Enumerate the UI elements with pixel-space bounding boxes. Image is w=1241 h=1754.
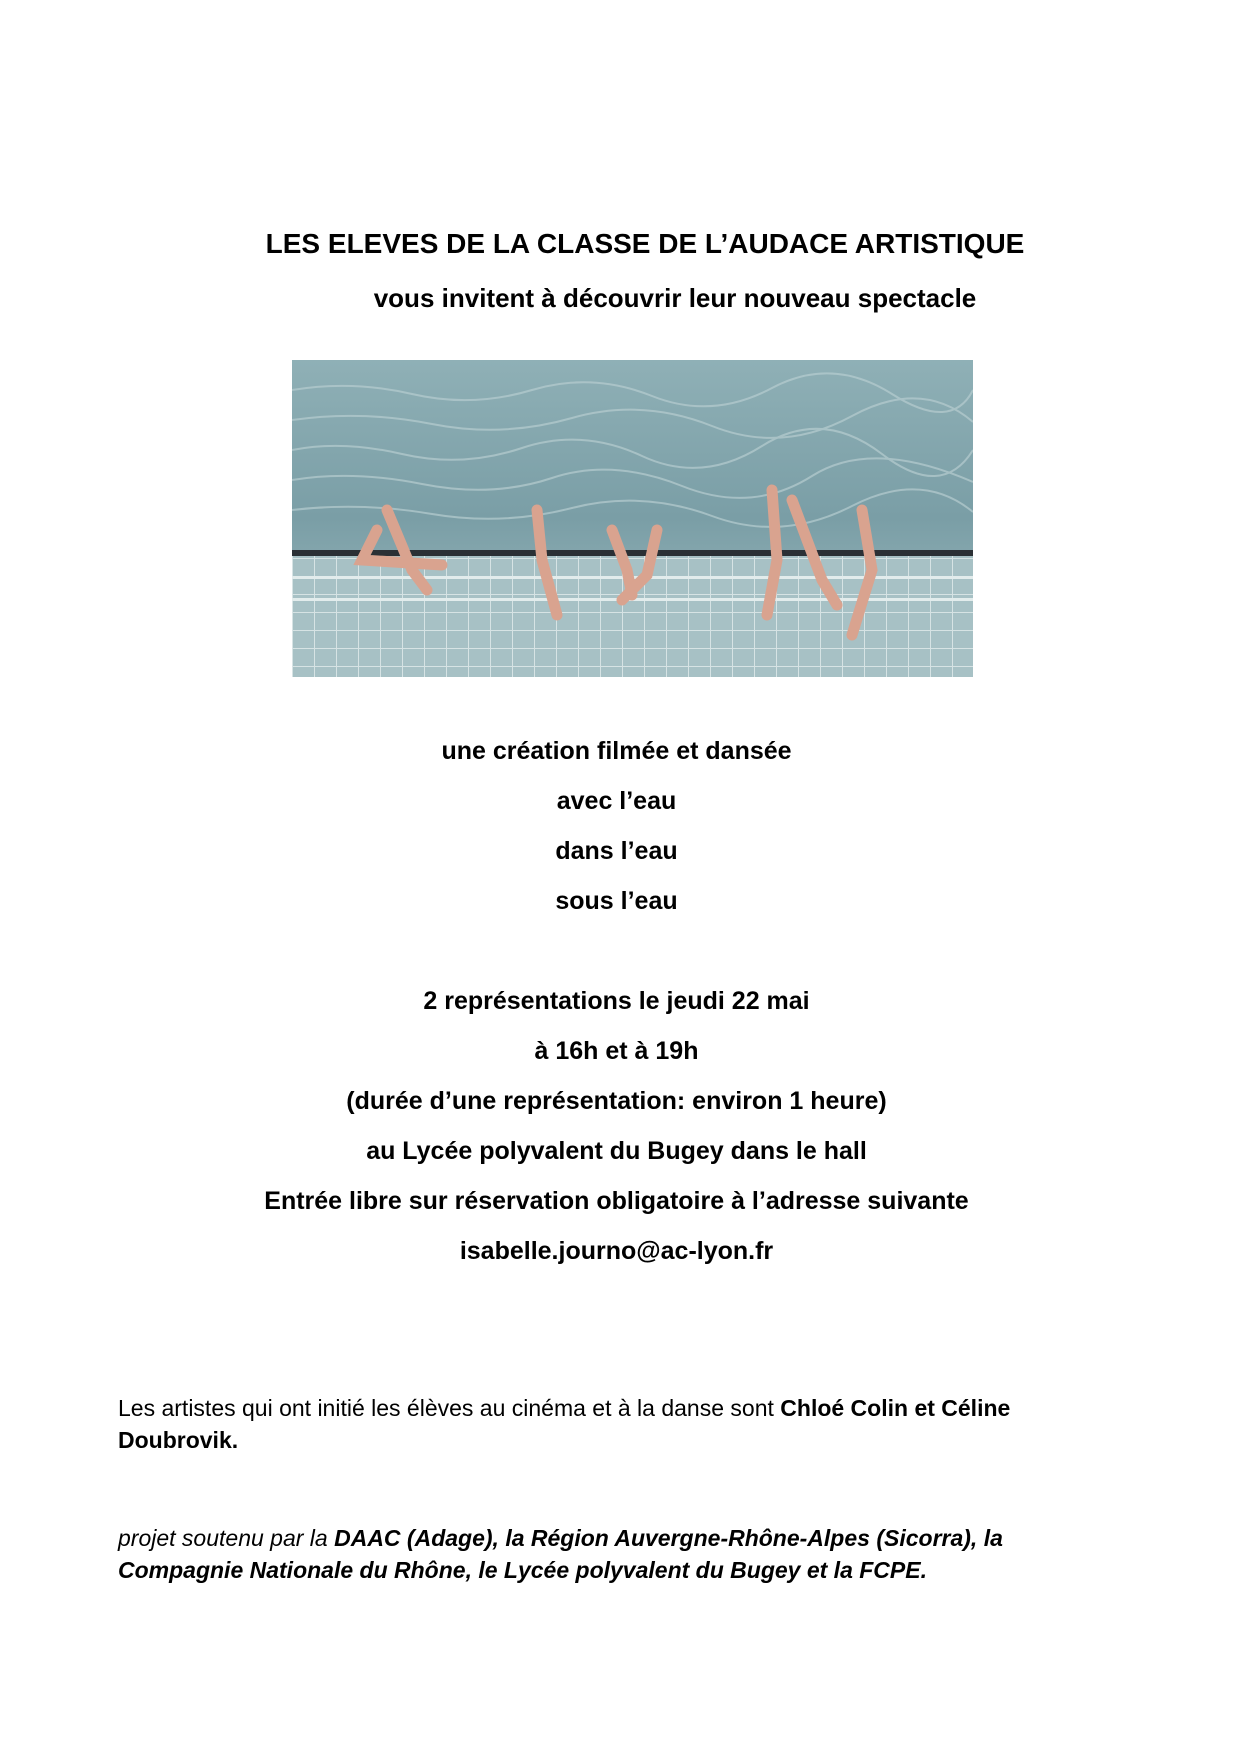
event-times: à 16h et à 19h <box>534 1037 699 1065</box>
description-line-1: une création filmée et dansée <box>441 737 792 765</box>
support-partners: DAAC (Adage), la Région Auvergne-Rhône-Alpes (Sicorra), la Compagnie Nationale du Rhône, le Lycée polyvalent du Bugey et la FCPE. <box>118 1525 1003 1583</box>
page-subtitle: vous invitent à découvrir leur nouveau spectacle <box>373 283 977 313</box>
event-date: 2 représentations le jeudi 22 mai <box>423 987 810 1015</box>
event-booking-info: Entrée libre sur réservation obligatoire à l’adresse suivante <box>264 1187 969 1215</box>
underwater-pool-photo <box>292 360 973 677</box>
event-duration: (durée d’une représentation: environ 1 heure) <box>346 1087 887 1115</box>
artists-intro: Les artistes qui ont initié les élèves au cinéma et à la danse sont <box>118 1395 781 1421</box>
description-line-4: sous l’eau <box>555 887 678 915</box>
artists-paragraph <box>118 1392 1128 1456</box>
booking-email-link[interactable]: isabelle.journo@ac-lyon.fr <box>459 1237 774 1265</box>
page-title: LES ELEVES DE LA CLASSE DE L’AUDACE ARTISTIQUE <box>265 228 1025 259</box>
description-line-2: avec l’eau <box>556 787 677 815</box>
event-venue: au Lycée polyvalent du Bugey dans le hall <box>366 1137 867 1165</box>
artists-names: Chloé Colin et Céline Doubrovik. <box>118 1395 1011 1453</box>
description-line-3: dans l’eau <box>555 837 678 865</box>
support-paragraph <box>118 1522 1128 1586</box>
support-intro: projet soutenu par la <box>118 1525 335 1551</box>
